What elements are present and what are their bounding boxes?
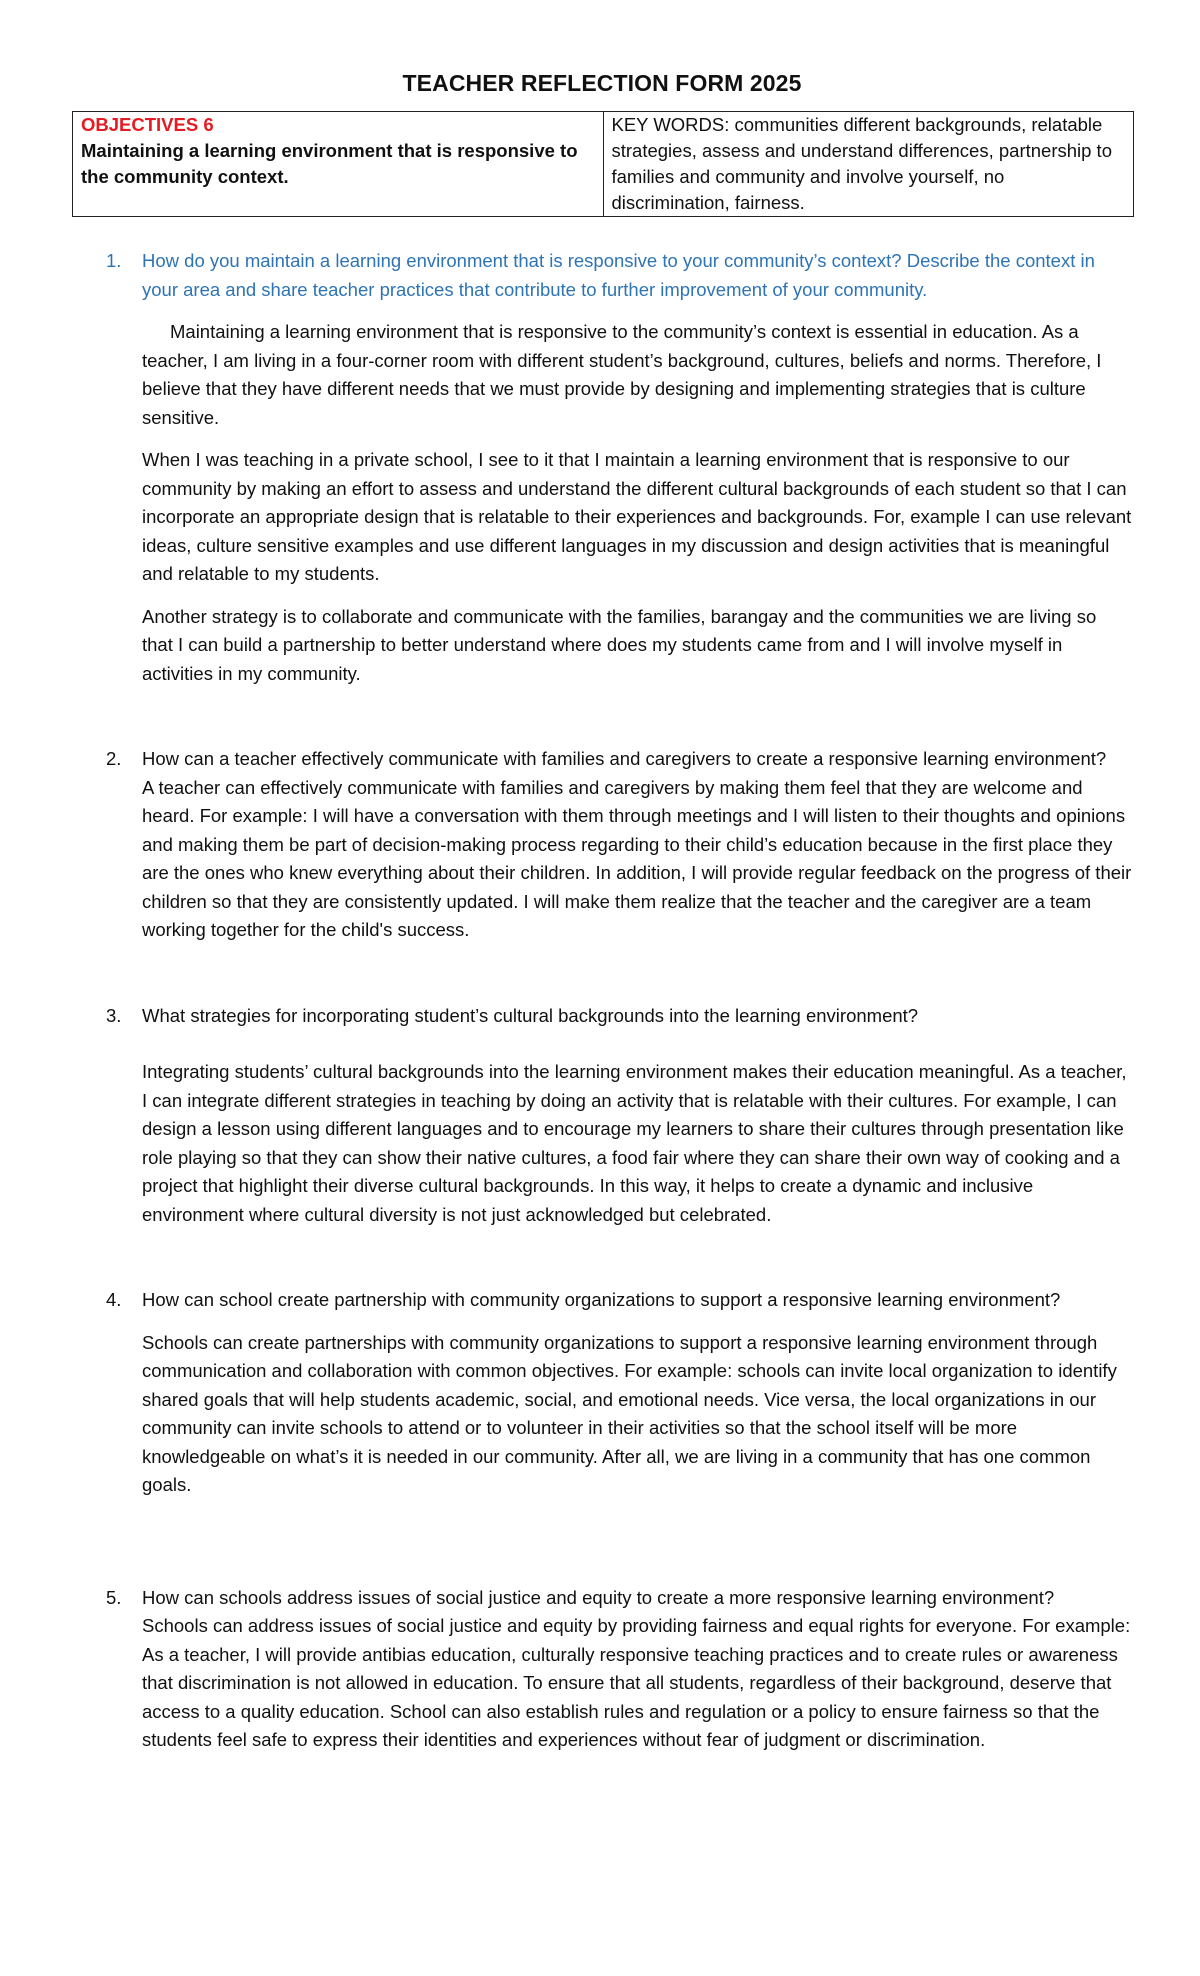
question-item-3 bbox=[72, 1002, 1132, 1230]
answer-paragraph: When I was teaching in a private school, I see to it that I maintain a learning environment that is responsive to our community by making an effort to assess and understand the different cultural backgrounds of each student so that I can incorporate an appropriate design that is relatable to their experiences and backgrounds. For, example I can use relevant ideas, culture sensitive examples and use different languages in my discussion and design activities that is meaningful and relatable to my students. bbox=[142, 449, 1132, 584]
question-text: How can a teacher effectively communicate with families and caregivers to create a responsive learning environment? bbox=[142, 748, 1107, 769]
keywords-text: KEY WORDS: communities different backgrounds, relatable strategies, assess and understand differences, partnership to families and community and involve yourself, no discrimination, fairness. bbox=[611, 114, 1112, 213]
answer-paragraph: Schools can address issues of social justice and equity by providing fairness and equal rights for everyone. For example: As a teacher, I will provide antibias education, culturally responsive teaching practices and to create rules or awareness that discrimination is not allowed in education. To ensure that all students, regardless of their background, deserve that access to a quality education. School can also establish rules and regulation or a policy to ensure fairness so that the students feel safe to express their identities and experiences without fear of judgment or discrimination. bbox=[142, 1615, 1131, 1750]
question-number: 2. bbox=[106, 748, 122, 769]
answer-paragraph: Integrating students’ cultural backgrounds into the learning environment makes their education meaningful. As a teacher, I can integrate different strategies in teaching by doing an activity that is relatable with their cultures. For example, I can design a lesson using different languages and to encourage my learners to share their cultures through presentation like role playing so that they can show their native cultures, a food fair where they can share their own way of cooking and a project that highlight their diverse cultural backgrounds. In this way, it helps to create a dynamic and inclusive environment where cultural diversity is not just acknowledged but celebrated. bbox=[142, 1061, 1127, 1225]
question-item-4 bbox=[72, 1286, 1132, 1500]
objectives-label: OBJECTIVES 6 bbox=[81, 114, 214, 135]
answer-paragraph: Maintaining a learning environment that is responsive to the community’s context is essential in education. As a teacher, I am living in a four-corner room with different student’s background, cultures, beliefs and norms. Therefore, I believe that they have different needs that we must provide by designing and implementing strategies that is culture sensitive. bbox=[142, 321, 1102, 428]
question-text: What strategies for incorporating student’s cultural backgrounds into the learning environment? bbox=[142, 1004, 919, 1026]
answer-paragraph: A teacher can effectively communicate with families and caregivers by making them feel that they are welcome and heard. For example: I will have a conversation with them through meetings and I will listen to their thoughts and opinions and making them be part of decision-making process regarding to their child’s education because in the first place they are the ones who knew everything about their children. In addition, I will provide regular feedback on the progress of their children so that they are consistently updated. I will make them realize that the teacher and the caregiver are a team working together for the child's success. bbox=[142, 776, 1132, 940]
question-number: 5. bbox=[106, 1586, 122, 1608]
objectives-table bbox=[72, 111, 1134, 217]
question-text: How do you maintain a learning environment that is responsive to your community’s context? Describe the context in your area and share teacher practices that contribute to further improvement of your community. bbox=[142, 250, 1095, 300]
keywords-cell bbox=[603, 112, 1134, 217]
questions-list bbox=[72, 247, 1132, 1755]
objectives-cell bbox=[73, 112, 604, 217]
objectives-row bbox=[73, 112, 1134, 217]
question-number: 4. bbox=[106, 1289, 122, 1310]
question-item-5 bbox=[72, 1584, 1132, 1755]
question-number: 3. bbox=[106, 1004, 122, 1026]
question-item-2 bbox=[72, 745, 1132, 945]
answer-paragraph: Another strategy is to collaborate and communicate with the families, barangay and the communities we are living so that I can build a partnership to better understand where does my students came from and I will involve myself in activities in my community. bbox=[142, 605, 1097, 684]
document-title: TEACHER REFLECTION FORM 2025 bbox=[402, 70, 802, 96]
answer-paragraph: Schools can create partnerships with community organizations to support a responsive learning environment through communication and collaboration with common objectives. For example: schools can invite local organization to identify shared goals that will help students academic, social, and emotional needs. Vice versa, the local organizations in our community can invite schools to attend or to volunteer in their activities so that the school itself will be more knowledgeable on what’s it is needed in our community. After all, we are living in a community that has one common goals. bbox=[142, 1331, 1117, 1495]
question-item-1 bbox=[72, 247, 1132, 688]
question-text: How can schools address issues of social justice and equity to create a more responsive learning environment? bbox=[142, 1586, 1055, 1608]
question-number: 1. bbox=[106, 250, 122, 271]
question-text: How can school create partnership with community organizations to support a responsive learning environment? bbox=[142, 1289, 1061, 1310]
objectives-text: Maintaining a learning environment that is responsive to the community context. bbox=[81, 140, 578, 187]
